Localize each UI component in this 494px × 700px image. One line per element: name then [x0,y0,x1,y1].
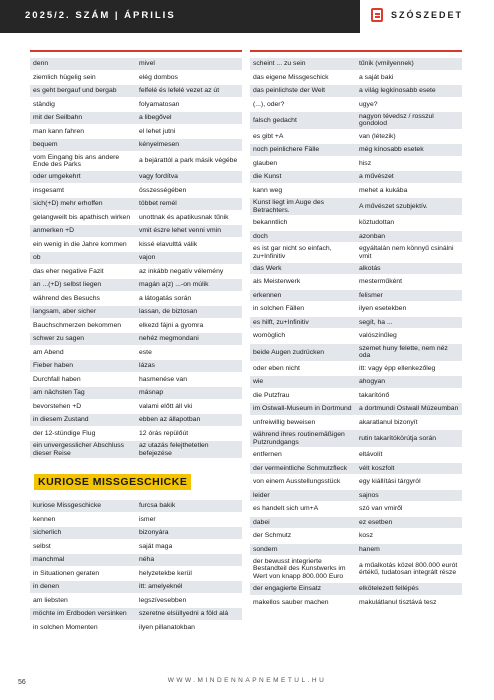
vocab-row [250,85,462,97]
hungarian-term: vmit észre lehet venni vmin [136,225,242,237]
hungarian-term: többet remél [136,198,242,210]
vocab-row [30,58,242,70]
vocab-row [30,320,242,332]
german-term: ob [30,252,136,264]
hungarian-term: unottnak és apatikusnak tűnik [139,213,229,221]
hungarian-term: a saját baki [359,73,394,81]
hungarian-term: néha [136,554,242,566]
hungarian-term: köztudottan [359,219,395,227]
vocab-row [30,185,242,197]
german-term: im Ostwall-Museum in Dortmund [250,403,356,415]
german-term: es gibt +A [253,132,284,140]
vocab-row [250,72,462,84]
vocab-row [250,363,462,375]
german-term: sicherlich [30,527,136,539]
german-term: Fieber haben [30,360,136,372]
vocab-row [30,514,242,526]
hungarian-term: kényelmesen [136,139,242,151]
german-term: in solchen Fällen [253,305,305,313]
hungarian-term: nagyon tévedsz / rosszul gondolod [356,112,462,129]
section-title: KURIOSE MISSGESCHICKE [34,474,191,490]
vocab-row [30,595,242,607]
german-term: vom Eingang bis ans andere Ende des Parks [33,153,120,168]
hungarian-term: még kínosabb esetek [356,144,462,156]
german-term: kann weg [253,186,283,194]
vocab-row [250,463,462,475]
hungarian-term: lázas [136,360,242,372]
hungarian-term: valami előtt áll vki [139,402,193,410]
vocab-row [30,99,242,111]
vocab-row [250,517,462,529]
german-term: der vermeintliche Schmutzfleck [250,463,356,475]
hungarian-term: itt: vagy épp ellenkezőleg [359,364,436,372]
german-term: in denen [30,581,136,593]
vocab-row [30,347,242,359]
hungarian-term: magán a(z) ...-on múlik [136,279,242,291]
german-term: in diesem Zustand [30,414,136,426]
vocab-row [250,131,462,143]
german-term: dabei [250,517,356,529]
german-term: das Werk [250,263,356,275]
vocab-row [250,330,462,342]
german-term: scheint ... zu sein [250,58,356,70]
vocab-row [250,290,462,302]
document-icon [371,8,383,22]
german-term: oder umgekehrt [30,171,136,183]
footer-url: WWW.MINDENNAPNEMETUL.HU [167,677,327,684]
german-term: Bauchschmerzen bekommen [33,321,122,329]
german-term: ziemlich hügelig sein [33,73,96,81]
hungarian-term: hisz [359,159,372,167]
german-term: in Situationen geraten [33,569,100,577]
vocab-row [250,231,462,243]
vocab-row [30,139,242,151]
vocab-row [250,112,462,129]
german-term: erkennen [250,290,356,302]
vocab-row [30,387,242,399]
german-term: beide Augen zudrücken [250,344,356,361]
german-term: schwer zu sagen [30,333,136,345]
german-term: Durchfall haben [33,375,81,383]
vocab-row [250,198,462,215]
german-term: oder eben nicht [253,364,300,372]
vocab-row [30,374,242,386]
german-term: kuriose Missgeschicke [30,500,136,512]
vocab-row [250,544,462,556]
vocab-row [30,198,242,210]
hungarian-term: furcsa bakik [136,500,242,512]
hungarian-term: sajnos [356,490,462,502]
hungarian-term: hanem [356,544,462,556]
hungarian-term: a dortmundi Ostwall Múzeumban [356,403,462,415]
hungarian-term: lassan, de biztosan [136,306,242,318]
vocab-row [30,279,242,291]
vocab-row [30,568,242,580]
german-term: während ihres routinemäßigen Putzrundgangs [250,430,356,447]
vocab-row [30,333,242,345]
hungarian-term: másnap [136,387,242,399]
german-term: insgesamt [33,186,64,194]
hungarian-term: egyáltalán nem könnyű csinálni vmit [359,245,454,260]
divider-line [250,50,462,52]
vocab-row [30,72,242,84]
german-term: der engagierte Einsatz [250,583,356,595]
german-term: die Kunst [250,171,356,183]
vocab-row [250,430,462,447]
hungarian-term: helyzetekbe kerül [139,569,192,577]
german-term: selbst [33,542,51,550]
vocab-row [30,554,242,566]
vocab-row [250,390,462,402]
vocab-row [250,244,462,261]
hungarian-term: felismer [356,290,462,302]
issue-label: 2025/2. SZÁM | ÁPRILIS [25,10,176,21]
german-term: ständig [33,100,55,108]
german-term: als Meisterwerk [253,278,301,286]
vocab-row [30,401,242,413]
hungarian-term: azonban [356,231,462,243]
hungarian-term: hasmenése van [139,375,187,383]
vocab-row [30,527,242,539]
hungarian-term: mesterműként [359,278,403,286]
german-term: sondern [250,544,356,556]
hungarian-term: el lehet jutni [139,127,176,135]
vocab-row [250,58,462,70]
vocab-row [250,317,462,329]
hungarian-term: 12 órás repülőút [139,429,189,437]
vocab-row [250,171,462,183]
hungarian-term: legszívesebben [139,596,187,604]
german-term: womöglich [253,332,286,340]
hungarian-term: mivel [136,58,242,70]
vocab-row [250,144,462,156]
vocab-row [250,417,462,429]
hungarian-term: makulátlanul tisztává tesz [359,598,437,606]
right-column [250,50,462,610]
hungarian-term: segít, ha ... [356,317,462,329]
hungarian-term: bizonyára [136,527,242,539]
vocab-table-right [250,56,462,610]
german-term: entfernen [253,451,282,459]
hungarian-term: mehet a kukába [359,186,408,194]
vocab-row [30,581,242,593]
hungarian-term: szemet huny felette, nem néz oda [356,344,462,361]
german-term: am Abend [33,348,64,356]
vocab-row [30,225,242,237]
hungarian-term: szó van vmiről [359,505,403,513]
vocab-row [30,428,242,440]
hungarian-term: vagy fordítva [136,171,242,183]
german-term: am liebsten [33,596,68,604]
german-term: falsch gedacht [250,112,356,129]
hungarian-term: vajon [136,252,242,264]
hungarian-term: szeretne elsüllyedni a föld alá [136,608,242,620]
vocab-row [30,441,242,458]
vocab-row [30,293,242,305]
brand-label: SZÓSZEDET [391,10,464,20]
hungarian-term: este [139,348,152,356]
hungarian-term: kissé elavulttá válik [139,240,198,248]
hungarian-term: kosz [359,532,373,540]
german-term: unfreiwillig beweisen [253,418,316,426]
german-term: es geht bergauf und bergab [30,85,136,97]
german-term: glauben [253,159,278,167]
hungarian-term: az utazás felejthetetlen befejezése [136,441,242,458]
vocab-row [250,217,462,229]
hungarian-term: a látogatás során [139,294,192,302]
page-number: 56 [18,679,26,686]
vocab-row [250,503,462,515]
vocab-row [250,449,462,461]
divider-line [30,50,242,52]
german-term: möchte im Erdboden versinken [30,608,136,620]
hungarian-term: összességében [139,186,187,194]
german-term: bevorstehen +D [33,402,82,410]
hungarian-term: tűnik (vmilyennek) [356,58,462,70]
hungarian-term: van (létezik) [359,132,396,140]
vocab-row [30,212,242,224]
vocab-row [250,597,462,609]
hungarian-term: elkötelezett fellépés [356,583,462,595]
german-term: doch [250,231,356,243]
hungarian-term: A művészet szubjektív. [356,198,462,215]
vocab-row [250,276,462,288]
german-term: der bewusst integrierte Bestandteil des Kunstwerks im Wert von knapp 800.000 Euro [253,558,346,580]
hungarian-term: a bejárattól a park másik végébe [139,157,238,165]
vocab-row [30,622,242,634]
vocab-table-left-2 [30,498,242,635]
hungarian-term: felfelé és lefelé vezet az út [136,85,242,97]
german-term: das eher negative Fazit [33,267,104,275]
german-term: denn [30,58,136,70]
hungarian-term: vélt koszfolt [356,463,462,475]
header-bar [0,0,360,33]
hungarian-term: ilyen esetekben [359,305,407,313]
vocab-row [250,403,462,415]
german-term: es ist gar nicht so einfach, zu+Infinitiv [253,245,332,260]
vocab-row [250,344,462,361]
german-term: langsam, aber sicher [30,306,136,318]
german-term: anmerken +D [30,225,136,237]
hungarian-term: saját maga [139,542,173,550]
hungarian-term: ahogyan [356,376,462,388]
vocab-row [250,476,462,488]
vocab-row [250,263,462,275]
german-term: das eigene Missgeschick [253,73,329,81]
hungarian-term: folyamatosan [139,100,180,108]
vocab-row [30,171,242,183]
german-term: der Schmutz [253,532,292,540]
hungarian-term: rutin takarítókörútja során [356,430,462,447]
hungarian-term: a műalkotás közel 800.000 eurót értékű, tudatosan integrált része [359,561,458,577]
vocab-row [30,414,242,426]
hungarian-term: elég dombos [139,73,178,81]
hungarian-term: akaratlanul bizonyít [359,418,418,426]
german-term: makellos sauber machen [253,598,329,606]
vocab-row [250,557,462,581]
german-term: es handelt sich um+A [253,505,319,513]
german-term: mit der Seilbahn [30,112,136,124]
hungarian-term: eltávolít [359,451,383,459]
german-term: leider [250,490,356,502]
vocab-row [30,239,242,251]
hungarian-term: ebben az állapotban [136,414,242,426]
vocab-row [250,185,462,197]
german-term: kennen [33,515,56,523]
vocab-row [30,126,242,138]
german-term: man kann fahren [33,127,85,135]
vocab-row [250,303,462,315]
german-term: ein wenig in die Jahre kommen [33,240,127,248]
german-term: während des Besuchs [33,294,100,302]
hungarian-term: nehéz megmondani [136,333,242,345]
german-term: ein unvergesslicher Abschluss dieser Reise [30,441,136,458]
vocab-row [30,541,242,553]
vocab-row [250,530,462,542]
vocab-table-left [30,56,242,460]
vocab-row [30,266,242,278]
vocab-row [250,158,462,170]
vocab-row [30,153,242,170]
vocab-row [250,99,462,111]
hungarian-term: ez esetben [356,517,462,529]
german-term: manchmal [30,554,136,566]
vocab-row [30,112,242,124]
hungarian-term: alkotás [356,263,462,275]
hungarian-term: az inkább negatív vélemény [139,267,224,275]
hungarian-term: ugye? [359,100,378,108]
hungarian-term: ilyen pillanatokban [139,623,195,631]
hungarian-term: ismer [139,515,156,523]
german-term: am nächsten Tag [30,387,136,399]
vocab-row [250,583,462,595]
vocab-row [30,306,242,318]
brand [371,8,481,28]
german-term: bequem [30,139,136,151]
vocab-row [30,608,242,620]
german-term: Kunst liegt im Auge des Betrachters. [250,198,356,215]
german-term: in solchen Momenten [33,623,98,631]
german-term: (...), oder? [253,100,285,108]
hungarian-term: valószínűleg [359,332,397,340]
german-term: bekanntlich [253,219,288,227]
german-term: wie [250,376,356,388]
hungarian-term: egy kiállítási tárgyról [359,478,421,486]
hungarian-term: itt: amelyeknél [136,581,242,593]
german-term: an ...(+D) selbst liegen [30,279,136,291]
hungarian-term: takarítónő [359,391,390,399]
vocab-row [250,490,462,502]
german-term: es hilft, zu+Infinitiv [250,317,356,329]
vocab-row [30,360,242,372]
left-column [30,50,242,635]
vocab-row [30,500,242,512]
hungarian-term: a libegővel [136,112,242,124]
hungarian-term: elkezd fájni a gyomra [139,321,204,329]
vocab-row [30,85,242,97]
german-term: von einem Ausstellungsstück [253,478,341,486]
hungarian-term: a világ legkínosabb esete [356,85,462,97]
german-term: gelangweilt bis apathisch wirken [33,213,131,221]
german-term: sich(+D) mehr erhoffen [30,198,136,210]
german-term: der 12-stündige Flug [33,429,96,437]
german-term: das peinlichste der Welt [250,85,356,97]
german-term: die Putzfrau [253,391,290,399]
vocab-row [30,252,242,264]
hungarian-term: a művészet [356,171,462,183]
german-term: noch peinlichere Fälle [250,144,356,156]
vocab-row [250,376,462,388]
